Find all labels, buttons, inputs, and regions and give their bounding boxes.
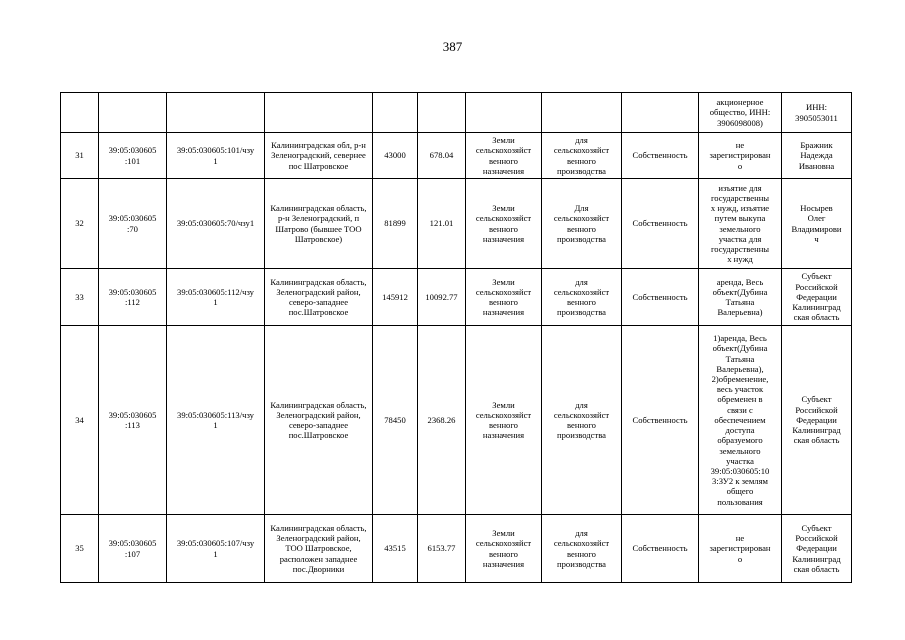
address-cell: Калининградская область, Зеленоградский район, северо-западнее пос.Шатровское — [265, 326, 373, 515]
cadastral-number-cell: 39:05:030605:107/чзу 1 — [167, 515, 265, 583]
right-type-cell: Собственность — [622, 179, 699, 269]
value-cell: 678.04 — [418, 133, 466, 179]
right-holder-cell: ИНН: 3905053011 — [782, 93, 852, 133]
land-category-cell: Земли сельскохозяйст венного назначения — [466, 326, 542, 515]
right-type-cell: Собственность — [622, 133, 699, 179]
row-number-cell: 35 — [61, 515, 99, 583]
table-row — [61, 515, 852, 583]
right-holder-cell: Носырев Олег Владимирови ч — [782, 179, 852, 269]
row-number-cell: 34 — [61, 326, 99, 515]
permitted-use-cell: для сельскохозяйст венного производства — [542, 133, 622, 179]
cadastral-block-cell: 39:05:030605 :107 — [99, 515, 167, 583]
permitted-use-cell: для сельскохозяйст венного производства — [542, 326, 622, 515]
right-type-cell: Собственность — [622, 326, 699, 515]
land-category-cell: Земли сельскохозяйст венного назначения — [466, 133, 542, 179]
cadastral-block-cell: 39:05:030605 :113 — [99, 326, 167, 515]
address-cell: Калининградская область, Зеленоградский район, ТОО Шатровское, расположен западнее пос.Дворники — [265, 515, 373, 583]
right-holder-cell: Бражник Надежда Ивановна — [782, 133, 852, 179]
encumbrance-cell: аренда, Весь объект(Дубина Татьяна Валерьевна) — [699, 269, 782, 326]
row-number-cell: 31 — [61, 133, 99, 179]
area-cell: 145912 — [373, 269, 418, 326]
row-number-cell: 33 — [61, 269, 99, 326]
permitted-use-cell: для сельскохозяйст венного производства — [542, 269, 622, 326]
encumbrance-cell: не зарегистрирован о — [699, 133, 782, 179]
land-category-cell: Земли сельскохозяйст венного назначения — [466, 269, 542, 326]
value-cell: 10092.77 — [418, 269, 466, 326]
table-row — [61, 179, 852, 269]
cadastral-number-cell — [167, 93, 265, 133]
cadastral-block-cell: 39:05:030605 :101 — [99, 133, 167, 179]
page-number: 387 — [442, 39, 463, 54]
value-cell: 2368.26 — [418, 326, 466, 515]
address-cell: Калининградская область, р-н Зеленоградский, п Шатрово (бывшее ТОО Шатровское) — [265, 179, 373, 269]
right-holder-cell: Субъект Российской Федерации Калининград ская область — [782, 269, 852, 326]
address-cell: Калининградская обл, р-н Зеленоградский, севернее пос Шатровское — [265, 133, 373, 179]
area-cell: 81899 — [373, 179, 418, 269]
area-cell: 43000 — [373, 133, 418, 179]
table-row — [61, 269, 852, 326]
row-number-cell — [61, 93, 99, 133]
permitted-use-cell — [542, 93, 622, 133]
right-type-cell — [622, 93, 699, 133]
land-category-cell: Земли сельскохозяйст венного назначения — [466, 179, 542, 269]
cadastral-block-cell: 39:05:030605 :112 — [99, 269, 167, 326]
cadastral-number-cell: 39:05:030605:112/чзу 1 — [167, 269, 265, 326]
permitted-use-cell: для сельскохозяйст венного производства — [542, 515, 622, 583]
address-cell: Калининградская область, Зеленоградский район, северо-западнее пос.Шатровское — [265, 269, 373, 326]
encumbrance-cell: акционерное общество, ИНН: 3906098008) — [699, 93, 782, 133]
land-category-cell — [466, 93, 542, 133]
cadastral-number-cell: 39:05:030605:101/чзу 1 — [167, 133, 265, 179]
cadastral-number-cell: 39:05:030605:113/чзу 1 — [167, 326, 265, 515]
encumbrance-cell: 1)аренда, Весь объект(Дубина Татьяна Валерьевна), 2)обременение, весь участок обременен в связи с обеспечением доступа образуемого земельного участка 39:05:030605:10 3:ЗУ2 к землям общего пользования — [699, 326, 782, 515]
row-number-cell: 32 — [61, 179, 99, 269]
encumbrance-cell: не зарегистрирован о — [699, 515, 782, 583]
area-cell: 43515 — [373, 515, 418, 583]
area-cell — [373, 93, 418, 133]
table-row — [61, 326, 852, 515]
table-row — [61, 93, 852, 133]
address-cell — [265, 93, 373, 133]
right-type-cell: Собственность — [622, 269, 699, 326]
area-cell: 78450 — [373, 326, 418, 515]
land-category-cell: Земли сельскохозяйст венного назначения — [466, 515, 542, 583]
value-cell: 6153.77 — [418, 515, 466, 583]
right-holder-cell: Субъект Российской Федерации Калининград ская область — [782, 326, 852, 515]
right-type-cell: Собственность — [622, 515, 699, 583]
cadastral-block-cell: 39:05:030605 :70 — [99, 179, 167, 269]
cadastral-number-cell: 39:05:030605:70/чзу1 — [167, 179, 265, 269]
table-row — [61, 133, 852, 179]
value-cell — [418, 93, 466, 133]
cadastral-block-cell — [99, 93, 167, 133]
right-holder-cell: Субъект Российской Федерации Калининград ская область — [782, 515, 852, 583]
permitted-use-cell: Для сельскохозяйст венного производства — [542, 179, 622, 269]
encumbrance-cell: изъятие для государственны х нужд, изъятие путем выкупа земельного участка для государственны х нужд — [699, 179, 782, 269]
value-cell: 121.01 — [418, 179, 466, 269]
land-registry-table — [60, 92, 852, 583]
